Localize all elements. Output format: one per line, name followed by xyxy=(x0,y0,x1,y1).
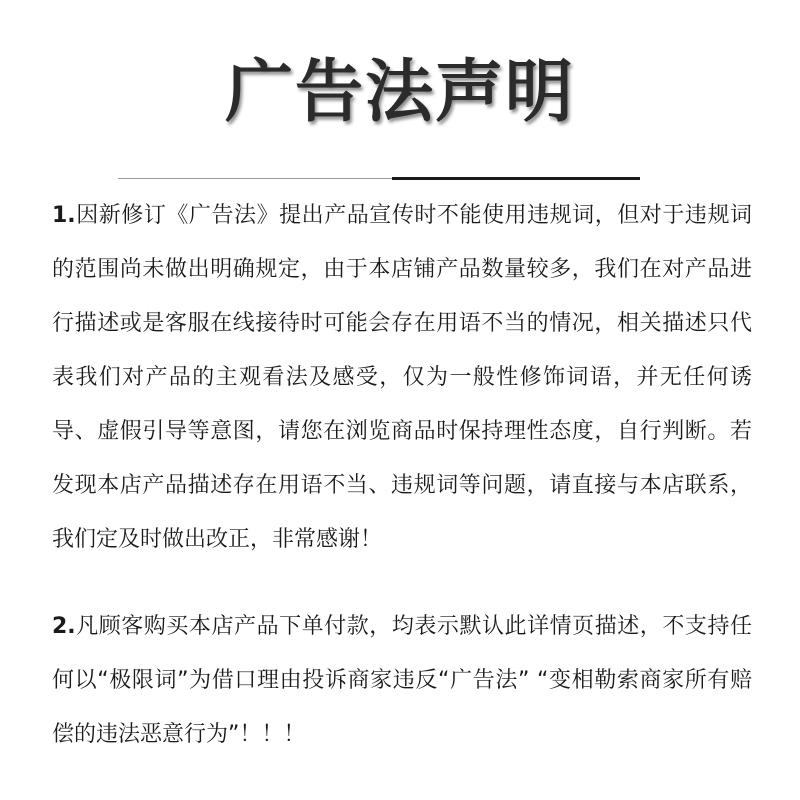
paragraph-2 xyxy=(52,600,752,762)
paragraph-1 xyxy=(52,189,752,567)
title-divider-thin xyxy=(118,178,392,179)
paragraph-1-number: 1. xyxy=(52,203,76,228)
page-title: 广告法声明 xyxy=(224,53,575,132)
paragraph-2-number: 2. xyxy=(52,614,76,639)
paragraph-2-text: 凡顾客购买本店产品下单付款，均表示默认此详情页描述，不支持任何以“极限词”为借口理由投诉商家违反“广告法” “变相勒索商家所有赔偿的违法恶意行为”！！！ xyxy=(52,614,752,747)
title-divider-thick xyxy=(392,177,640,180)
paragraph-1-text: 因新修订《广告法》提出产品宣传时不能使用违规词，但对于违规词的范围尚未做出明确规定，由于本店铺产品数量较多，我们在对产品进行描述或是客服在线接待时可能会存在用语不当的情况，相关描述只代表我们对产品的主观看法及感受，仅为一般性修饰词语，并无任何诱导、虚假引导等意图，请您在浏览商品时保持理性态度，自行判断。若发现本店产品描述存在用语不当、违规词等问题，请直接与本店联系，我们定及时做出改正，非常感谢！ xyxy=(52,203,752,552)
